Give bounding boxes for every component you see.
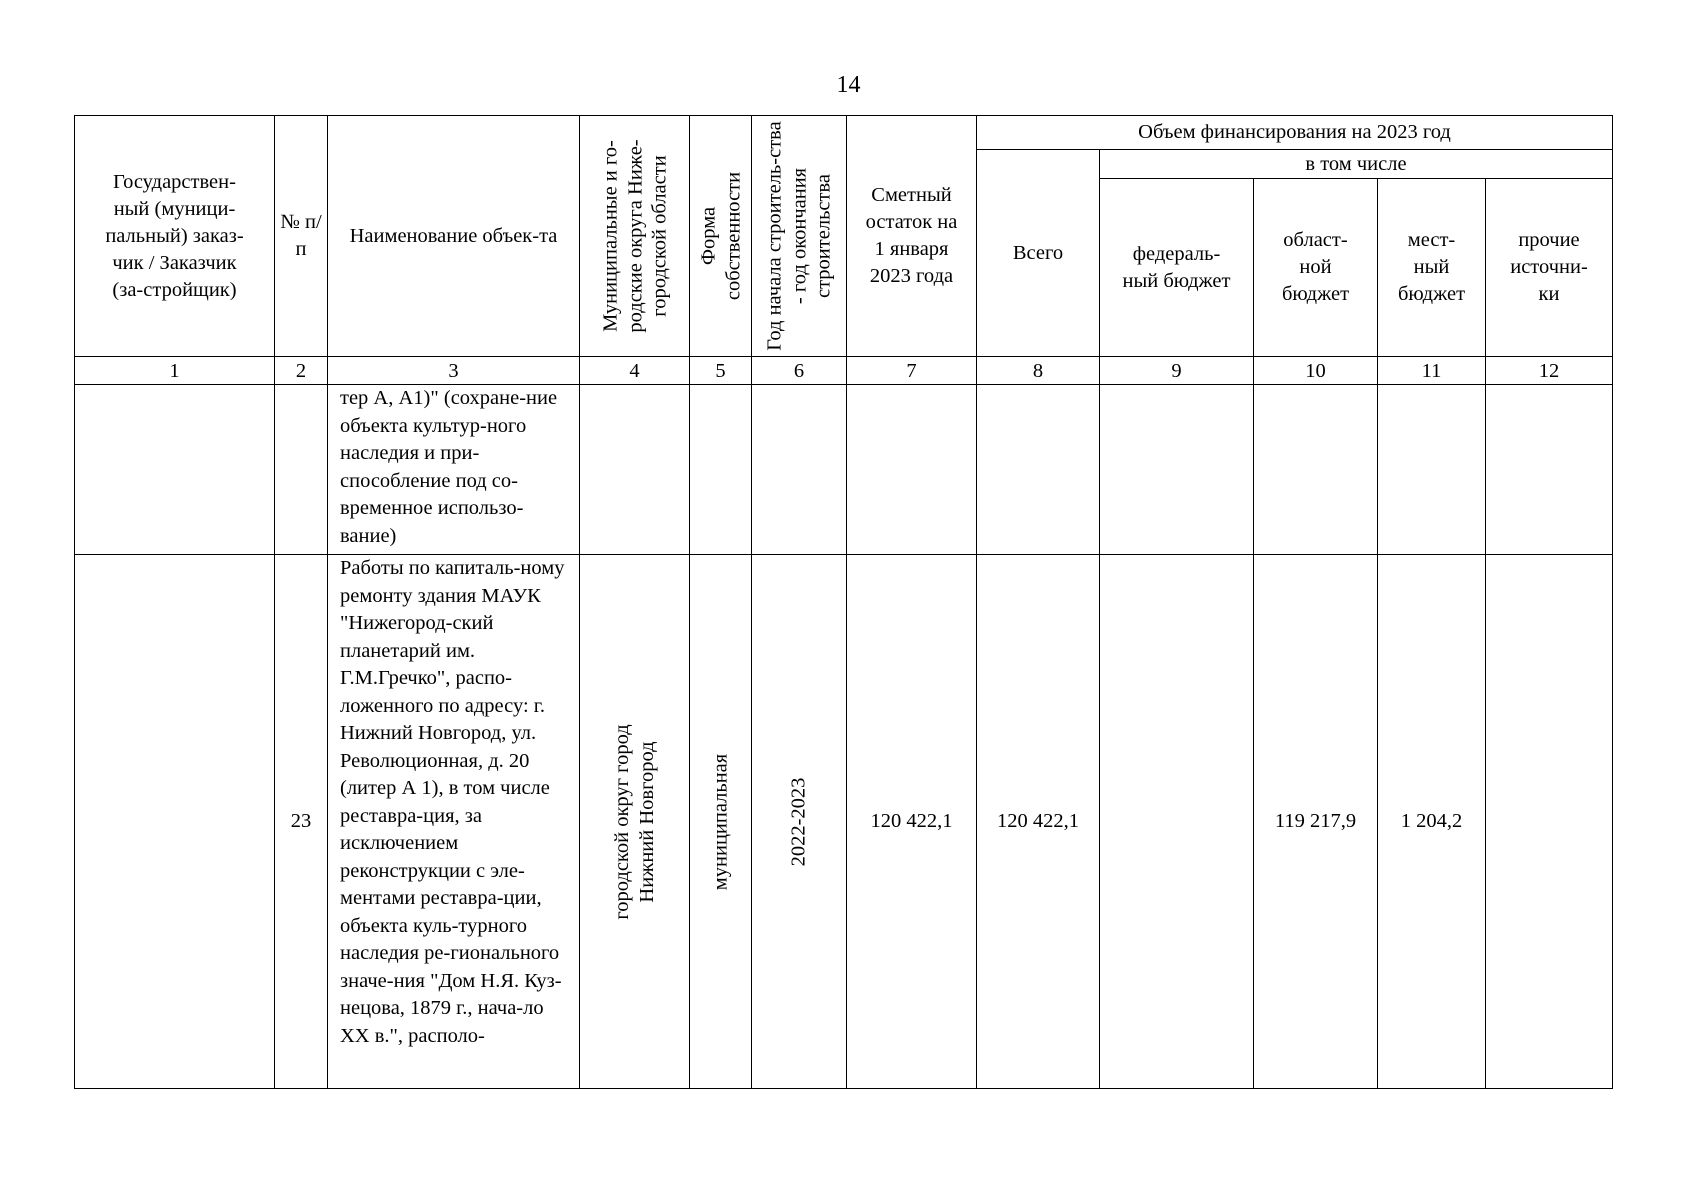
cell-customer xyxy=(75,555,275,1089)
cell-municipality xyxy=(580,385,690,555)
cell-years: 2022-2023 xyxy=(752,555,847,1089)
header-including: в том числе xyxy=(1100,150,1613,179)
column-number: 8 xyxy=(977,357,1100,385)
cell-total xyxy=(977,385,1100,555)
page-number: 14 xyxy=(836,72,861,98)
header-estimate: Сметный остаток на 1 января 2023 года xyxy=(847,116,977,357)
column-number: 7 xyxy=(847,357,977,385)
column-number: 3 xyxy=(328,357,580,385)
cell-number: 23 xyxy=(275,555,328,1089)
header-funding-group: Объем финансирования на 2023 год xyxy=(977,116,1613,150)
column-number: 9 xyxy=(1100,357,1254,385)
cell-federal xyxy=(1100,385,1254,555)
header-total: Всего xyxy=(977,150,1100,357)
header-other: прочие источни-ки xyxy=(1486,179,1613,357)
header-ownership: Форма собственности xyxy=(690,116,752,357)
cell-years xyxy=(752,385,847,555)
column-number: 11 xyxy=(1378,357,1486,385)
column-number: 12 xyxy=(1486,357,1613,385)
cell-regional xyxy=(1254,385,1378,555)
cell-estimate: 120 422,1 xyxy=(847,555,977,1089)
cell-customer xyxy=(75,385,275,555)
cell-local: 1 204,2 xyxy=(1378,555,1486,1089)
column-number: 6 xyxy=(752,357,847,385)
column-number: 5 xyxy=(690,357,752,385)
column-number: 10 xyxy=(1254,357,1378,385)
cell-object-name: Работы по капиталь-ному ремонту здания МАУК "Нижегород-ский планетарий им. Г.М.Гречко", распо-ложенного по адресу: г. Нижний Новгород, ул. Революционная, д. 20 (литер А 1), в том числе реставра-ция, за исключением реконструкции с эле-ментами реставра-ции, объекта куль-турного наследия ре-гионального значе-ния "Дом Н.Я. Куз-нецова, 1879 г., нача-ло XX в.", располо- xyxy=(328,555,580,1089)
header-federal: федераль-ный бюджет xyxy=(1100,179,1254,357)
cell-ownership: муниципальная xyxy=(690,555,752,1089)
column-numbers-row xyxy=(75,357,1613,385)
header-number: № п/п xyxy=(275,116,328,357)
cell-other xyxy=(1486,555,1613,1089)
cell-total: 120 422,1 xyxy=(977,555,1100,1089)
cell-ownership xyxy=(690,385,752,555)
cell-federal xyxy=(1100,555,1254,1089)
cell-local xyxy=(1378,385,1486,555)
cell-estimate xyxy=(847,385,977,555)
header-local: мест-ный бюджет xyxy=(1378,179,1486,357)
header-regional: област-ной бюджет xyxy=(1254,179,1378,357)
cell-other xyxy=(1486,385,1613,555)
cell-regional: 119 217,9 xyxy=(1254,555,1378,1089)
column-number: 4 xyxy=(580,357,690,385)
column-number: 2 xyxy=(275,357,328,385)
cell-number xyxy=(275,385,328,555)
table-row xyxy=(75,555,1613,1089)
cell-municipality: городской округ город Нижний Новгород xyxy=(580,555,690,1089)
header-municipality: Муниципальные и го-родские округа Ниже-городской области xyxy=(580,116,690,357)
header-years: Год начала строитель-ства - год окончания строительства xyxy=(752,116,847,357)
column-number: 1 xyxy=(75,357,275,385)
table-row xyxy=(75,385,1613,555)
financing-table xyxy=(74,115,1613,1089)
header-object-name: Наименование объек-та xyxy=(328,116,580,357)
header-customer: Государствен-ный (муници-пальный) заказ-чик / Заказчик (за-стройщик) xyxy=(75,116,275,357)
cell-object-name: тер А, А1)" (сохране-ние объекта культур-ного наследия и при-способление под со-временное использо-вание) xyxy=(328,385,580,555)
